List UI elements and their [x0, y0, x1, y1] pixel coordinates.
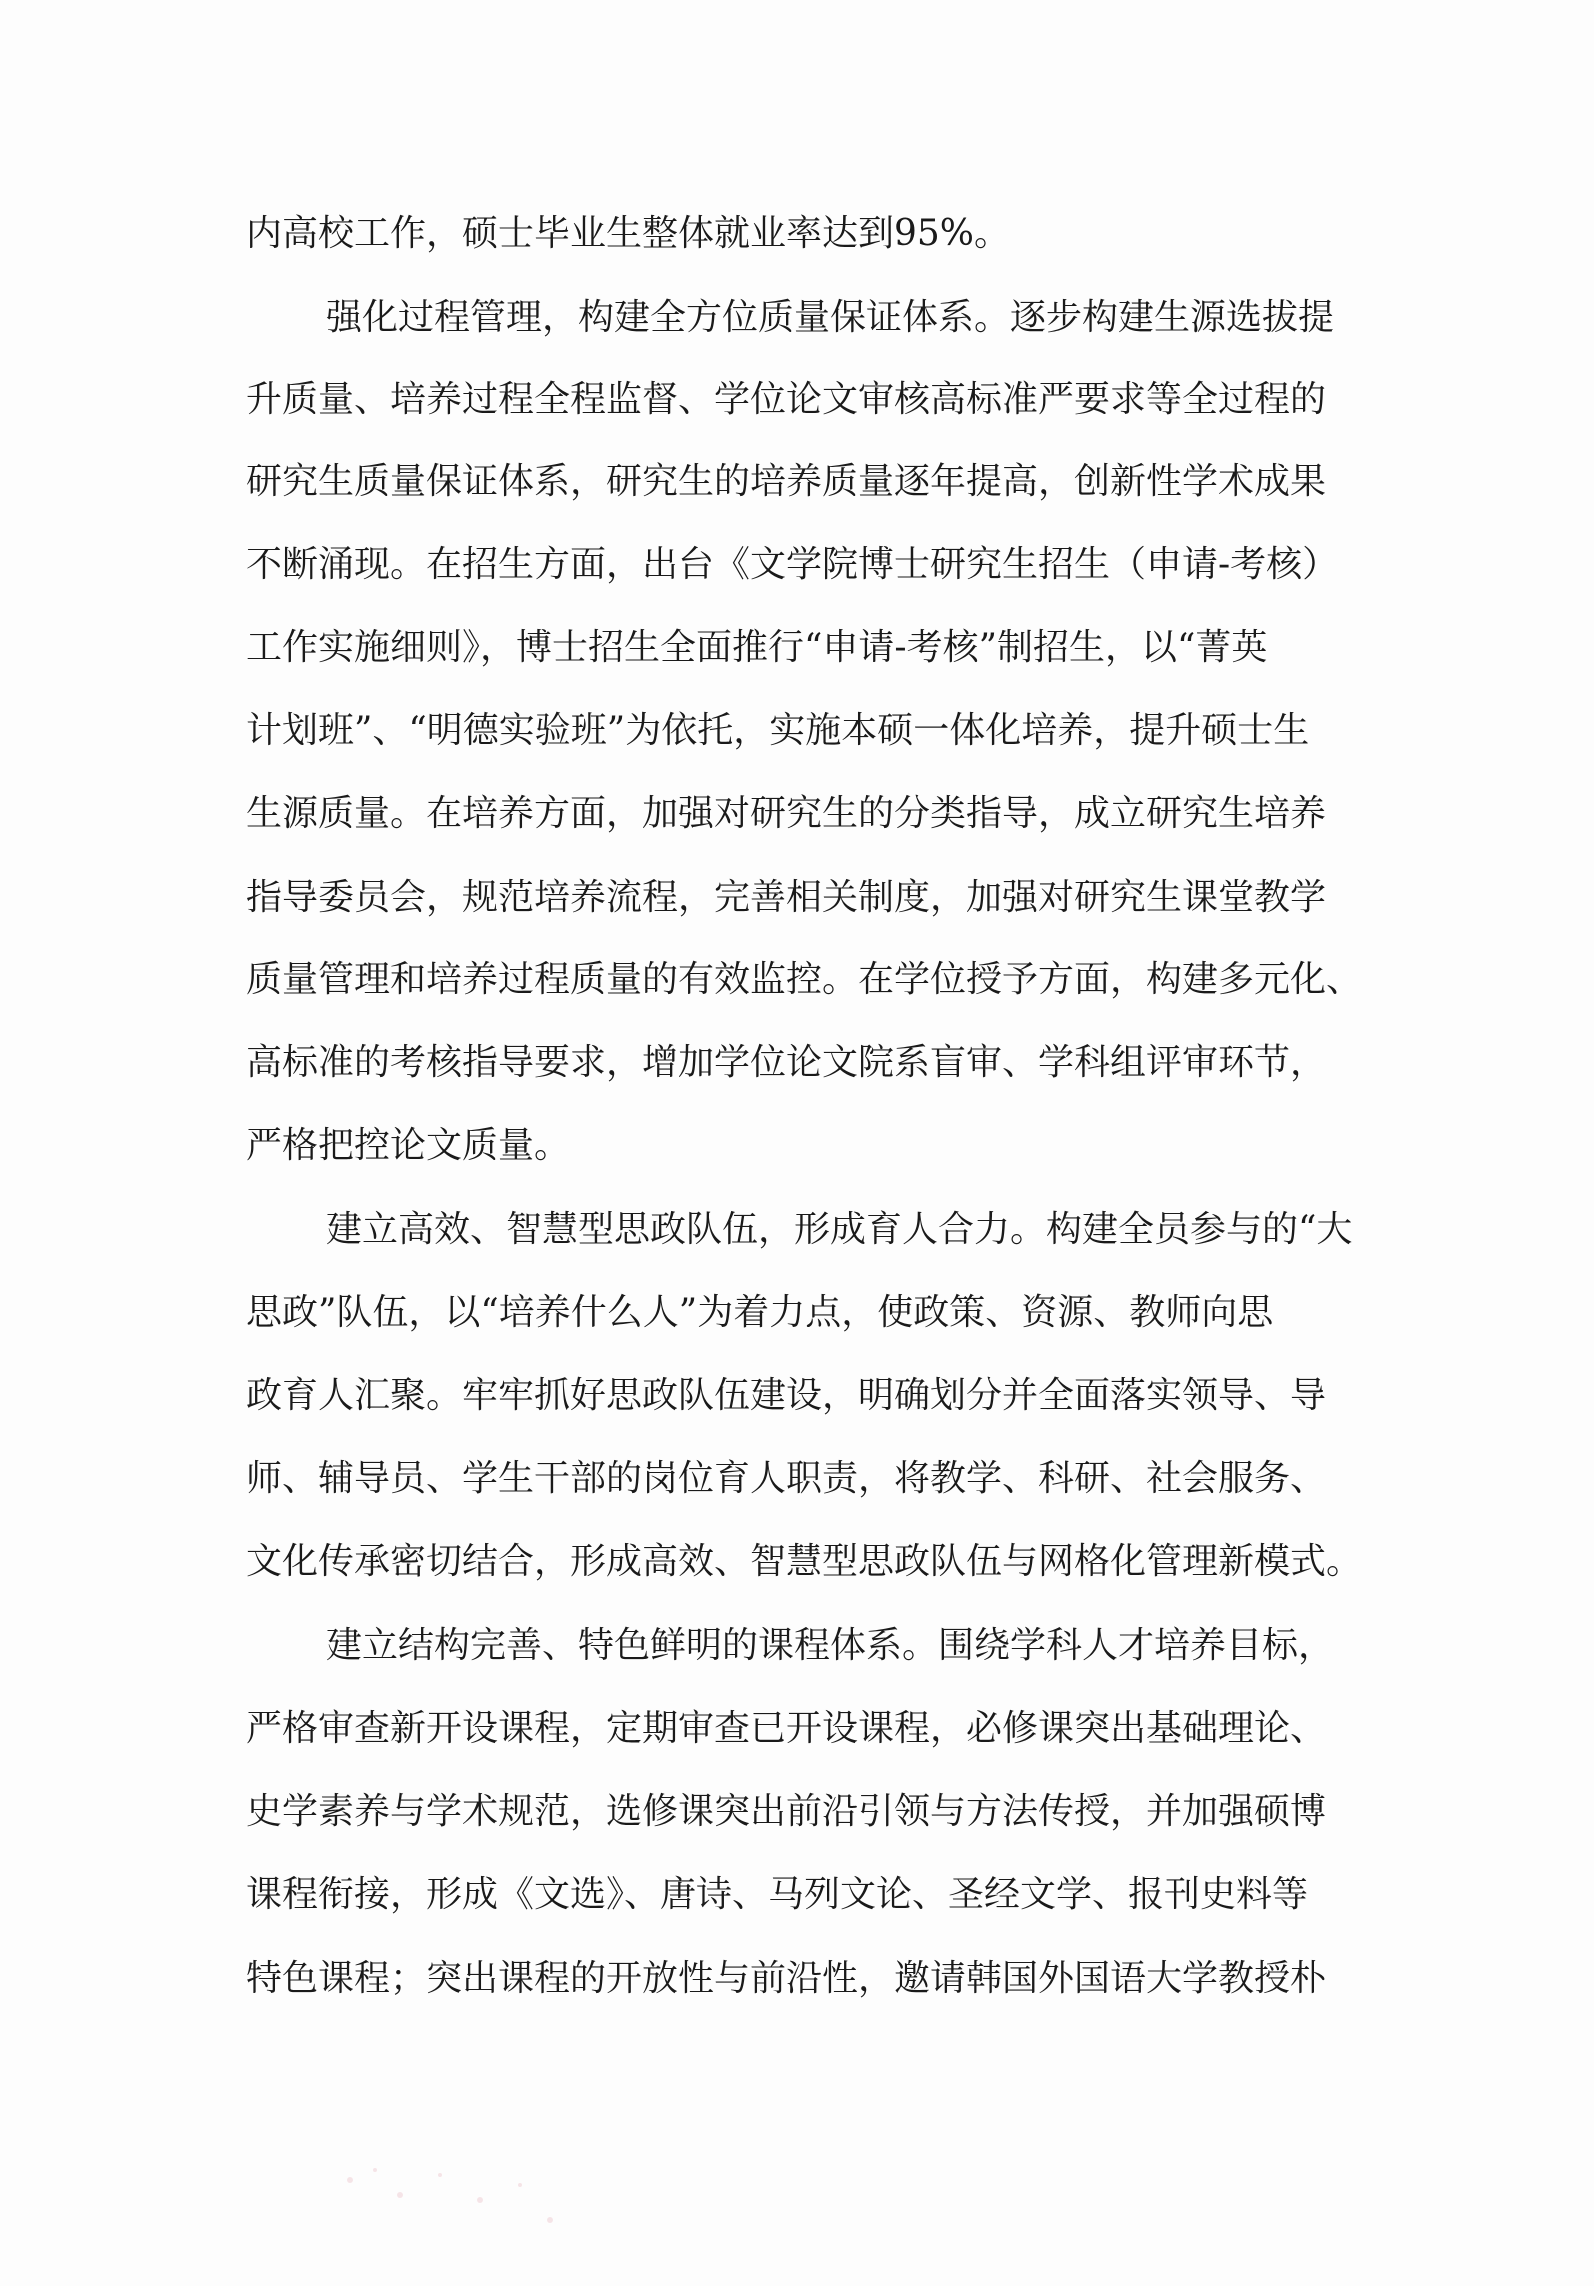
text-line: 课程衔接，形成《文选》、唐诗、马列文论、圣经文学、报刊史料等	[246, 1874, 1309, 1915]
text-line: 师、辅导员、学生干部的岗位育人职责，将教学、科研、社会服务、	[246, 1458, 1327, 1499]
text-line: 严格把控论文质量。	[246, 1125, 571, 1166]
text-line: 升质量、培养过程全程监督、学位论文审核高标准严要求等全过程的	[246, 379, 1327, 420]
text-line: 史学素养与学术规范，选修课突出前沿引领与方法传授，并加强硕博	[246, 1791, 1327, 1832]
text-line: 强化过程管理，构建全方位质量保证体系。逐步构建生源选拔提	[326, 297, 1335, 338]
text-line: 建立结构完善、特色鲜明的课程体系。围绕学科人才培养目标，	[326, 1625, 1335, 1666]
faint-stamp-mark	[330, 2140, 590, 2260]
text-line: 指导委员会，规范培养流程，完善相关制度，加强对研究生课堂教学	[246, 877, 1327, 918]
text-line: 内高校工作，硕士毕业生整体就业率达到95%。	[246, 213, 1011, 254]
text-line: 政育人汇聚。牢牢抓好思政队伍建设，明确划分并全面落实领导、导	[246, 1375, 1327, 1416]
text-line: 建立高效、智慧型思政队伍，形成育人合力。构建全员参与的“大	[326, 1209, 1353, 1250]
text-line: 不断涌现。在招生方面，出台《文学院博士研究生招生（申请-考核）	[246, 544, 1339, 585]
text-line: 特色课程；突出课程的开放性与前沿性，邀请韩国外国语大学教授朴	[246, 1958, 1327, 1999]
text-line: 生源质量。在培养方面，加强对研究生的分类指导，成立研究生培养	[246, 793, 1327, 834]
text-line: 工作实施细则》，博士招生全面推行“申请-考核”制招生，以“菁英	[246, 627, 1268, 668]
text-line: 严格审查新开设课程，定期审查已开设课程，必修课突出基础理论、	[246, 1708, 1327, 1749]
text-line: 计划班”、“明德实验班”为依托，实施本硕一体化培养，提升硕士生	[246, 710, 1310, 751]
text-line: 研究生质量保证体系，研究生的培养质量逐年提高，创新性学术成果	[246, 461, 1327, 502]
text-line: 文化传承密切结合，形成高效、智慧型思政队伍与网格化管理新模式。	[246, 1541, 1363, 1582]
text-line: 质量管理和培养过程质量的有效监控。在学位授予方面，构建多元化、	[246, 959, 1363, 1000]
text-line: 思政”队伍，以“培养什么人”为着力点，使政策、资源、教师向思	[246, 1292, 1274, 1333]
text-line: 高标准的考核指导要求，增加学位论文院系盲审、学科组评审环节，	[246, 1042, 1327, 1083]
